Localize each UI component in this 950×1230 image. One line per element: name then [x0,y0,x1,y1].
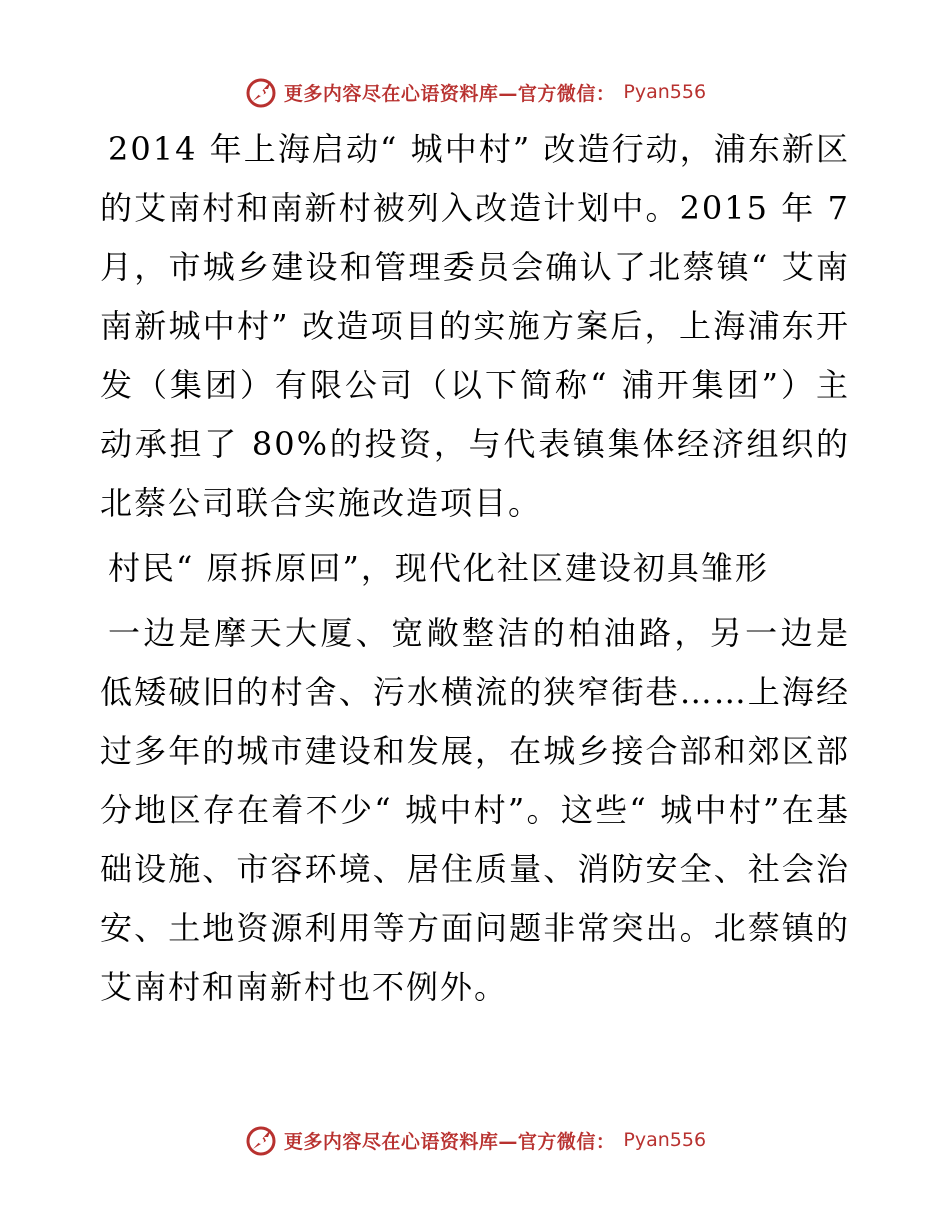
quill-pen-circle-icon [244,75,278,109]
quill-pen-circle-icon [244,1123,278,1157]
document-body [100,120,850,1017]
watermark-account: Pyan556 [623,1129,707,1151]
footer-watermark [0,1120,950,1160]
header-watermark [0,72,950,112]
paragraph-1: 2014 年上海启动“ 城中村” 改造行动，浦东新区的艾南村和南新村被列入改造计划中。2015 年 7 月，市城乡建设和管理委员会确认了北蔡镇“ 艾南南新城中村” 改造项目的实施方案后，上海浦东开发（集团）有限公司（以下简称“ 浦开集团”）主动承担了 80%的投资，与代表镇集体经济组织的北蔡公司联合实施改造项目。 [100,130,850,522]
watermark-account: Pyan556 [623,81,707,103]
section-heading: 村民“ 原拆原回”，现代化社区建设初具雏形 [108,549,769,587]
watermark-text: 更多内容尽在心语资料库—官方微信： [283,1130,616,1153]
watermark-text: 更多内容尽在心语资料库—官方微信： [283,82,616,105]
paragraph-2: 一边是摩天大厦、宽敞整洁的柏油路，另一边是低矮破旧的村舍、污水横流的狭窄街巷……上海经过多年的城市建设和发展，在城乡接合部和郊区部分地区存在着不少“ 城中村”。这些“ 城中村”在基础设施、市容环境、居住质量、消防安全、社会治安、土地资源利用等方面问题非常突出。北蔡镇的艾南村和南新村也不例外。 [100,614,850,1006]
